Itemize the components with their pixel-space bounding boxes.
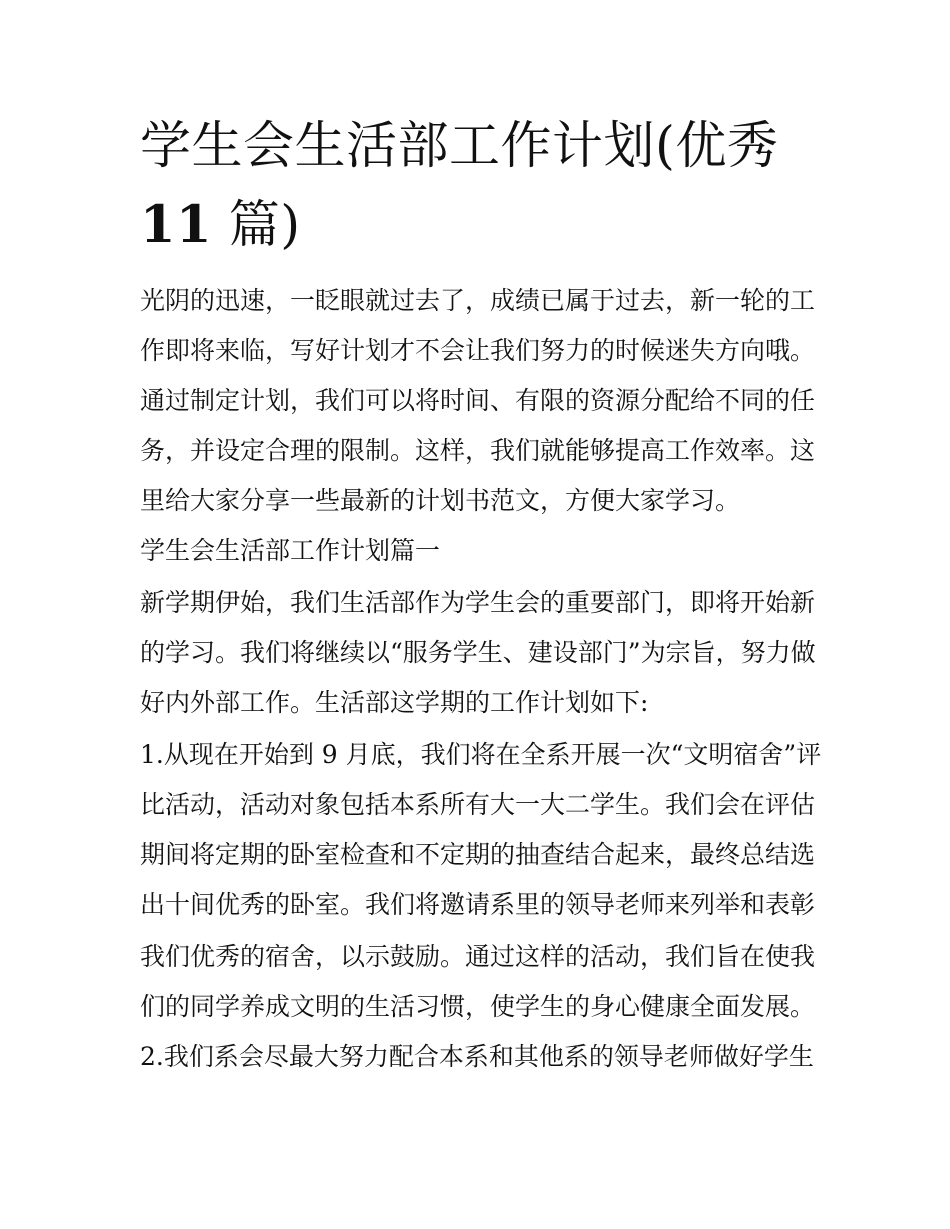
- body-line: 作即将来临，写好计划才不会让我们努力的时候迷失方向哦。: [140, 336, 816, 365]
- body-line: 比活动，活动对象包括本系所有大一大二学生。我们会在评估: [140, 790, 816, 819]
- body-line: 新学期伊始，我们生活部作为学生会的重要部门，即将开始新: [140, 588, 816, 617]
- title-part2: 篇): [211, 196, 301, 255]
- body-line: 光阴的迅速，一眨眼就过去了，成绩已属于过去，新一轮的工: [140, 286, 816, 315]
- title-part1: 学生会生活部工作计划(优秀: [140, 117, 779, 176]
- body-line: 期间将定期的卧室检查和不定期的抽查结合起来，最终总结选: [140, 840, 816, 869]
- body-line: 我们优秀的宿舍，以示鼓励。通过这样的活动，我们旨在使我: [140, 942, 816, 971]
- section-heading: 学生会生活部工作计划篇一: [140, 536, 441, 565]
- body-line: 2.我们系会尽最大努力配合本系和其他系的领导老师做好学生: [140, 1042, 814, 1071]
- body-line: 通过制定计划，我们可以将时间、有限的资源分配给不同的任: [140, 386, 816, 415]
- body-line: 好内外部工作。生活部这学期的工作计划如下:: [140, 688, 649, 717]
- body-line: 们的同学养成文明的生活习惯，使学生的身心健康全面发展。: [140, 992, 816, 1021]
- body-line: 出十间优秀的卧室。我们将邀请系里的领导老师来列举和表彰: [140, 890, 816, 919]
- body-line: 务，并设定合理的限制。这样，我们就能够提高工作效率。这: [140, 436, 816, 465]
- title-number: 11: [140, 195, 212, 255]
- body-line: 里给大家分享一些最新的计划书范文，方便大家学习。: [140, 486, 741, 515]
- document-title: [140, 108, 820, 265]
- body-line: 的学习。我们将继续以“服务学生、建设部门”为宗旨，努力做: [140, 638, 816, 667]
- body-line: 1.从现在开始到 9 月底，我们将在全系开展一次“文明宿舍”评: [140, 740, 822, 769]
